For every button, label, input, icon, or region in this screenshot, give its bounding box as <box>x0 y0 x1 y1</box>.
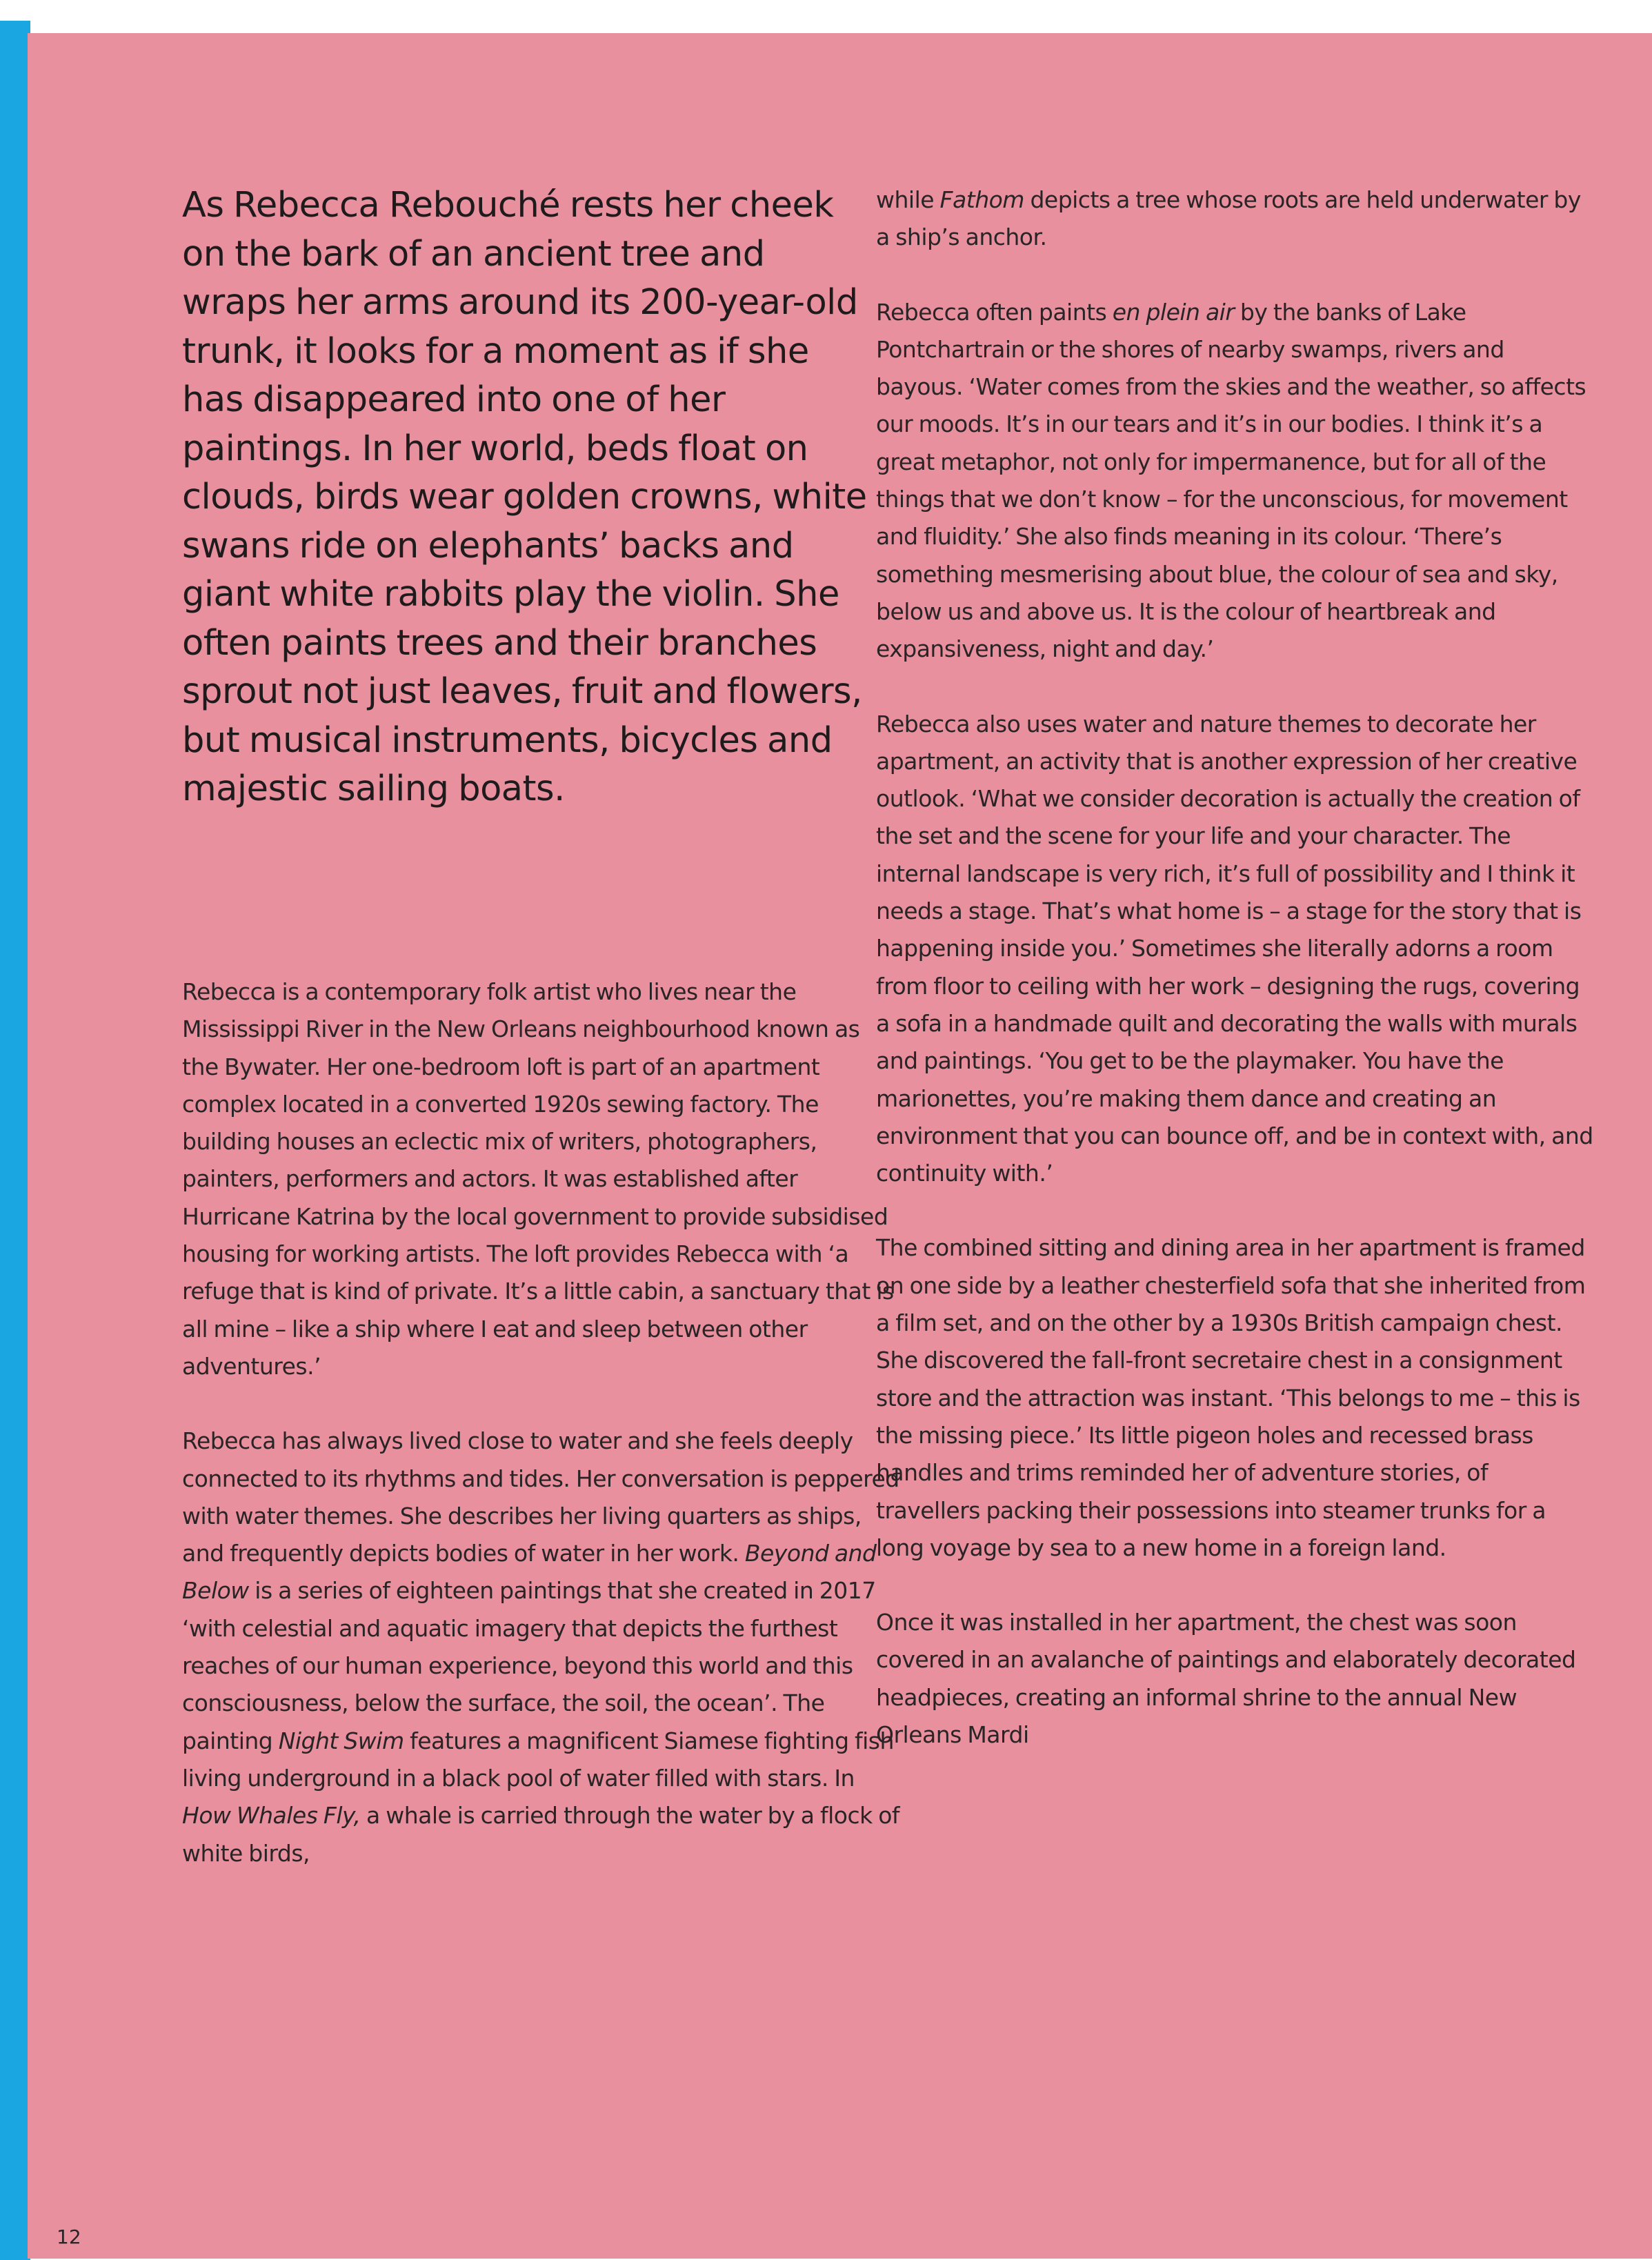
body-paragraph-5: Rebecca also uses water and nature themes to decorate her apartment, an activity that is another expression of her creative outlook. ‘What we consider decoration is actually the creation of the set and the scene for your life and your character. The internal landscape is very rich, it’s full of possibility and I think it needs a stage. That’s what home is – a stage for the story that is happening inside you.’ Sometimes she literally adorns a room from floor to ceiling with her work – designing the rugs, covering a sofa in a handmade quilt and decorating the walls with murals and paintings. ‘You get to be the playmaker. You have the marionettes, you’re making them dance and creating an environment that you can bounce off, and be in context with, and continuity with.’ <box>876 710 1593 1187</box>
body-paragraph-7: Once it was installed in her apartment, the chest was soon covered in an avalanche of paintings and elaborately decorated headpieces, creating an informal shrine to the annual New Orleans Mardi <box>876 1609 1576 1748</box>
body-paragraph-2: Rebecca has always lived close to water and she feels deeply connected to its rhythms and tides. Her conversation is peppered with water themes. She describes her living quarters as ships, and frequently depicts bodies of water in her work. Beyond and Below is a series of eighteen paintings that she created in 2017 ‘with celestial and aquatic imagery that depicts the furthest reaches of our human experience, beyond this world and this consciousness, below the surface, the soil, the ocean’. The painting Night Swim features a magnificent Siamese fighting fish living underground in a black pool of water filled with stars. In How Whales Fly, a whale is carried through the water by a flock of white birds, <box>182 1427 900 1867</box>
italic-en-plein-air: en plein air <box>1112 298 1235 326</box>
page-number: 12 <box>57 2226 81 2248</box>
body-paragraph-4: Rebecca often paints en plein air by the banks of Lake Pontchartrain or the shores of nearby swamps, rivers and bayous. ‘Water comes from the skies and the weather, so affects our moods. It’s in our tears and it’s in our bodies. I think it’s a great metaphor, not only for impermanence, but for all of the things that we don’t know – for the unconscious, for movement and fluidity.’ She also finds meaning in its colour. ‘There’s something mesmerising about blue, the colour of sea and sky, below us and above us. It is the colour of heartbreak and expansiveness, night and day.’ <box>876 298 1586 663</box>
left-column <box>182 973 899 1910</box>
artwork-title-night-swim: Night Swim <box>278 1727 404 1754</box>
artwork-title-how-whales-fly: How Whales Fly, <box>182 1802 361 1830</box>
body-paragraph-1: Rebecca is a contemporary folk artist who lives near the Mississippi River in the New Orleans neighbourhood known as the Bywater. Her one-bedroom loft is part of an apartment complex located in a converted 1920s sewing factory. The building houses an eclectic mix of writers, photographers, painters, performers and actors. It was established after Hurricane Katrina by the local government to provide subsidised housing for working artists. The loft provides Rebecca with ‘a refuge that is kind of private. It’s a little cabin, a sanctuary that is all mine – like a ship where I eat and sleep between other adventures.’ <box>182 978 894 1380</box>
body-paragraph-6: The combined sitting and dining area in her apartment is framed on one side by a leather chesterfield sofa that she inherited from a film set, and on the other by a 1930s British campaign chest. She discovered the fall-front secretaire chest in a consignment store and the attraction was instant. ‘This belongs to me – this is the missing piece.’ Its little pigeon holes and recessed brass handles and trims reminded her of adventure stories, of travellers packing their possessions into steamer trunks for a long voyage by sea to a new home in a foreign land. <box>876 1234 1586 1561</box>
artwork-title-beyond-and-below: Beyond and Below <box>182 1540 877 1605</box>
right-column <box>876 181 1593 1791</box>
body-paragraph-3: while Fathom depicts a tree whose roots are held underwater by a ship’s anchor. <box>876 186 1581 251</box>
artwork-title-fathom: Fathom <box>939 186 1024 213</box>
magazine-page <box>28 33 1652 2259</box>
lead-paragraph: As Rebecca Rebouché rests her cheek on the bark of an ancient tree and wraps her arms around its 200-year-old trunk, it looks for a moment as if she has disappeared into one of her paintings. In her world, beds float on clouds, birds wear golden crowns, white swans ride on elephants’ backs and giant white rabbits play the violin. She often paints trees and their branches sprout not just leaves, fruit and flowers, but musical instruments, bicycles and majestic sailing boats. <box>182 185 867 809</box>
blue-edge-strip <box>0 21 30 2260</box>
